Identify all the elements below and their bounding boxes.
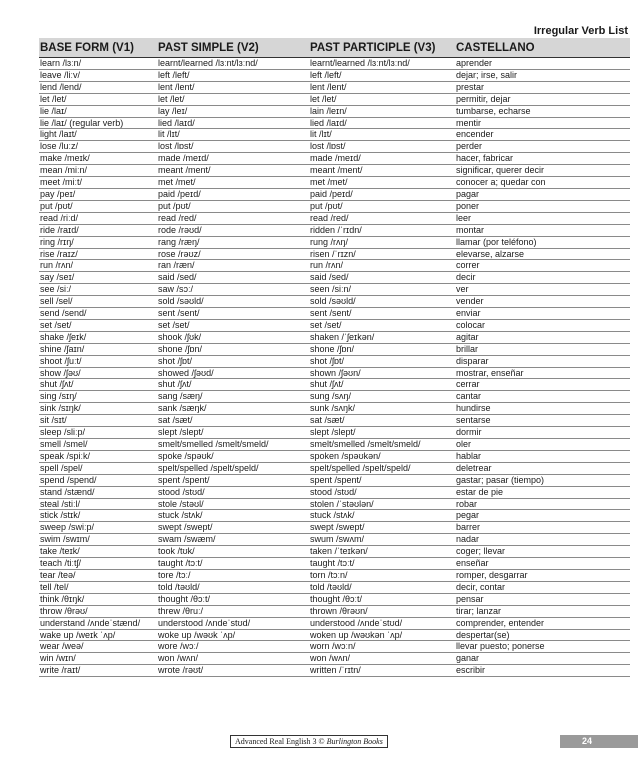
- past-simple-cell: rang /ræŋ/: [157, 236, 309, 248]
- past-participle-cell: sung /sʌŋ/: [309, 391, 455, 403]
- base-form-cell: take /teɪk/: [39, 546, 157, 558]
- castellano-cell: pegar: [455, 510, 630, 522]
- base-form-cell: think /θɪŋk/: [39, 593, 157, 605]
- base-form-cell: smell /smel/: [39, 439, 157, 451]
- column-header-base-form: BASE FORM (V1): [39, 38, 157, 58]
- past-participle-cell: lied /laɪd/: [309, 117, 455, 129]
- castellano-cell: prestar: [455, 81, 630, 93]
- castellano-cell: hablar: [455, 450, 630, 462]
- past-simple-cell: shone /ʃɒn/: [157, 343, 309, 355]
- base-form-cell: leave /liːv/: [39, 69, 157, 81]
- past-simple-cell: sold /səʊld/: [157, 296, 309, 308]
- base-form-cell: make /meɪk/: [39, 153, 157, 165]
- past-participle-cell: read /red/: [309, 212, 455, 224]
- past-simple-cell: rode /rəʊd/: [157, 224, 309, 236]
- castellano-cell: despertar(se): [455, 629, 630, 641]
- table-row: [39, 522, 630, 534]
- castellano-cell: enviar: [455, 308, 630, 320]
- past-participle-cell: set /set/: [309, 319, 455, 331]
- table-row: [39, 355, 630, 367]
- past-simple-cell: thought /θɔːt/: [157, 593, 309, 605]
- past-participle-cell: slept /slept/: [309, 427, 455, 439]
- table-row: [39, 486, 630, 498]
- castellano-cell: tirar; lanzar: [455, 605, 630, 617]
- base-form-cell: sink /sɪŋk/: [39, 403, 157, 415]
- castellano-cell: agitar: [455, 331, 630, 343]
- past-simple-cell: set /set/: [157, 319, 309, 331]
- past-participle-cell: let /let/: [309, 93, 455, 105]
- page-number: 24: [582, 736, 593, 746]
- past-participle-cell: stood /stʊd/: [309, 486, 455, 498]
- castellano-cell: gastar; pasar (tiempo): [455, 474, 630, 486]
- table-row: [39, 462, 630, 474]
- table-row: [39, 69, 630, 81]
- castellano-cell: decir, contar: [455, 581, 630, 593]
- castellano-cell: coger; llevar: [455, 546, 630, 558]
- castellano-cell: romper, desgarrar: [455, 569, 630, 581]
- castellano-cell: sentarse: [455, 415, 630, 427]
- past-simple-cell: swept /swept/: [157, 522, 309, 534]
- past-simple-cell: said /sed/: [157, 272, 309, 284]
- base-form-cell: run /rʌn/: [39, 260, 157, 272]
- past-simple-cell: taught /tɔːt/: [157, 558, 309, 570]
- base-form-cell: understand /ʌndeˈstænd/: [39, 617, 157, 629]
- table-row: [39, 188, 630, 200]
- past-participle-cell: stuck /stʌk/: [309, 510, 455, 522]
- table-row: [39, 569, 630, 581]
- castellano-cell: pagar: [455, 188, 630, 200]
- base-form-cell: sell /sel/: [39, 296, 157, 308]
- past-simple-cell: sat /sæt/: [157, 415, 309, 427]
- past-simple-cell: sang /sæŋ/: [157, 391, 309, 403]
- past-participle-cell: thought /θɔːt/: [309, 593, 455, 605]
- past-participle-cell: thrown /θrəʊn/: [309, 605, 455, 617]
- column-header-past-participle: PAST PARTICIPLE (V3): [309, 38, 455, 58]
- past-participle-cell: swept /swept/: [309, 522, 455, 534]
- past-participle-cell: run /rʌn/: [309, 260, 455, 272]
- base-form-cell: spend /spend/: [39, 474, 157, 486]
- table-row: [39, 260, 630, 272]
- base-form-cell: stand /stænd/: [39, 486, 157, 498]
- castellano-cell: hacer, fabricar: [455, 153, 630, 165]
- table-row: [39, 367, 630, 379]
- castellano-cell: barrer: [455, 522, 630, 534]
- table-row: [39, 177, 630, 189]
- footer-publisher: Burlington Books: [326, 737, 383, 746]
- past-participle-cell: lain /leɪn/: [309, 105, 455, 117]
- past-simple-cell: stood /stʊd/: [157, 486, 309, 498]
- castellano-cell: elevarse, alzarse: [455, 248, 630, 260]
- table-row: [39, 474, 630, 486]
- castellano-cell: tumbarse, echarse: [455, 105, 630, 117]
- base-form-cell: shoot /ʃuːt/: [39, 355, 157, 367]
- base-form-cell: lend /lend/: [39, 81, 157, 93]
- castellano-cell: perder: [455, 141, 630, 153]
- base-form-cell: sing /sɪŋ/: [39, 391, 157, 403]
- base-form-cell: let /let/: [39, 93, 157, 105]
- castellano-cell: mentir: [455, 117, 630, 129]
- castellano-cell: nadar: [455, 534, 630, 546]
- base-form-cell: sweep /swiːp/: [39, 522, 157, 534]
- table-row: [39, 581, 630, 593]
- past-participle-cell: lost /lɒst/: [309, 141, 455, 153]
- past-participle-cell: spent /spent/: [309, 474, 455, 486]
- base-form-cell: lie /laɪ/: [39, 105, 157, 117]
- table-row: [39, 212, 630, 224]
- past-simple-cell: spoke /spəʊk/: [157, 450, 309, 462]
- past-participle-cell: shone /ʃɒn/: [309, 343, 455, 355]
- table-row: [39, 617, 630, 629]
- past-participle-cell: woken up /wəʊkən ˈʌp/: [309, 629, 455, 641]
- table-row: [39, 272, 630, 284]
- base-form-cell: light /laɪt/: [39, 129, 157, 141]
- castellano-cell: poner: [455, 200, 630, 212]
- table-row: [39, 415, 630, 427]
- table-row: [39, 391, 630, 403]
- table-row: [39, 379, 630, 391]
- past-simple-cell: lit /lɪt/: [157, 129, 309, 141]
- table-row: [39, 331, 630, 343]
- past-simple-cell: woke up /wəʊk ˈʌp/: [157, 629, 309, 641]
- past-simple-cell: stuck /stʌk/: [157, 510, 309, 522]
- table-row: [39, 665, 630, 677]
- table-body: [39, 58, 630, 677]
- base-form-cell: learn /lɜːn/: [39, 58, 157, 70]
- castellano-cell: enseñar: [455, 558, 630, 570]
- past-simple-cell: spent /spent/: [157, 474, 309, 486]
- castellano-cell: robar: [455, 498, 630, 510]
- table-row: [39, 593, 630, 605]
- base-form-cell: write /raɪt/: [39, 665, 157, 677]
- table-row: [39, 153, 630, 165]
- base-form-cell: shut /ʃʌt/: [39, 379, 157, 391]
- past-simple-cell: let /let/: [157, 93, 309, 105]
- castellano-cell: vender: [455, 296, 630, 308]
- castellano-cell: estar de pie: [455, 486, 630, 498]
- past-simple-cell: wrote /rəʊt/: [157, 665, 309, 677]
- past-simple-cell: shut /ʃʌt/: [157, 379, 309, 391]
- past-participle-cell: shot /ʃɒt/: [309, 355, 455, 367]
- base-form-cell: shine /ʃaɪn/: [39, 343, 157, 355]
- castellano-cell: disparar: [455, 355, 630, 367]
- past-participle-cell: taught /tɔːt/: [309, 558, 455, 570]
- past-participle-cell: met /met/: [309, 177, 455, 189]
- castellano-cell: dormir: [455, 427, 630, 439]
- base-form-cell: shake /ʃeɪk/: [39, 331, 157, 343]
- past-simple-cell: stole /stəʊl/: [157, 498, 309, 510]
- base-form-cell: meet /miːt/: [39, 177, 157, 189]
- base-form-cell: mean /miːn/: [39, 165, 157, 177]
- past-participle-cell: sunk /sʌŋk/: [309, 403, 455, 415]
- castellano-cell: cantar: [455, 391, 630, 403]
- castellano-cell: escribir: [455, 665, 630, 677]
- base-form-cell: wake up /weɪk ˈʌp/: [39, 629, 157, 641]
- castellano-cell: ver: [455, 284, 630, 296]
- past-simple-cell: left /left/: [157, 69, 309, 81]
- page-number-tab: [560, 735, 638, 748]
- past-participle-cell: said /sed/: [309, 272, 455, 284]
- past-participle-cell: won /wʌn/: [309, 653, 455, 665]
- castellano-cell: colocar: [455, 319, 630, 331]
- base-form-cell: set /set/: [39, 319, 157, 331]
- past-simple-cell: lay /leɪ/: [157, 105, 309, 117]
- base-form-cell: read /riːd/: [39, 212, 157, 224]
- table-row: [39, 58, 630, 70]
- base-form-cell: teach /tiːtʃ/: [39, 558, 157, 570]
- past-simple-cell: wore /wɔː/: [157, 641, 309, 653]
- verb-table: [39, 38, 630, 677]
- base-form-cell: tell /tel/: [39, 581, 157, 593]
- column-header-castellano: CASTELLANO: [455, 38, 630, 58]
- table-row: [39, 558, 630, 570]
- castellano-cell: pensar: [455, 593, 630, 605]
- table-row: [39, 653, 630, 665]
- past-simple-cell: made /meɪd/: [157, 153, 309, 165]
- castellano-cell: encender: [455, 129, 630, 141]
- base-form-cell: see /siː/: [39, 284, 157, 296]
- table-row: [39, 236, 630, 248]
- base-form-cell: stick /stɪk/: [39, 510, 157, 522]
- castellano-cell: cerrar: [455, 379, 630, 391]
- base-form-cell: win /wɪn/: [39, 653, 157, 665]
- past-simple-cell: shot /ʃɒt/: [157, 355, 309, 367]
- castellano-cell: hundirse: [455, 403, 630, 415]
- past-participle-cell: seen /siːn/: [309, 284, 455, 296]
- footer-text: Advanced Real English 3 ©: [235, 737, 327, 746]
- table-row: [39, 403, 630, 415]
- table-row: [39, 141, 630, 153]
- past-simple-cell: ran /ræn/: [157, 260, 309, 272]
- past-participle-cell: put /pʊt/: [309, 200, 455, 212]
- past-simple-cell: smelt/smelled /smelt/smeld/: [157, 439, 309, 451]
- base-form-cell: say /seɪ/: [39, 272, 157, 284]
- past-participle-cell: risen /ˈrɪzn/: [309, 248, 455, 260]
- table-row: [39, 450, 630, 462]
- table-row: [39, 308, 630, 320]
- table-row: [39, 546, 630, 558]
- past-participle-cell: shaken /ˈʃeɪkən/: [309, 331, 455, 343]
- past-simple-cell: paid /peɪd/: [157, 188, 309, 200]
- past-simple-cell: meant /ment/: [157, 165, 309, 177]
- table-row: [39, 439, 630, 451]
- past-participle-cell: spelt/spelled /spelt/speld/: [309, 462, 455, 474]
- past-participle-cell: meant /ment/: [309, 165, 455, 177]
- table-row: [39, 629, 630, 641]
- base-form-cell: ring /rɪŋ/: [39, 236, 157, 248]
- base-form-cell: wear /weə/: [39, 641, 157, 653]
- past-participle-cell: swum /swʌm/: [309, 534, 455, 546]
- base-form-cell: lose /luːz/: [39, 141, 157, 153]
- castellano-cell: conocer a; quedar con: [455, 177, 630, 189]
- base-form-cell: lie /laɪ/ (regular verb): [39, 117, 157, 129]
- past-simple-cell: told /təʊld/: [157, 581, 309, 593]
- past-participle-cell: told /təʊld/: [309, 581, 455, 593]
- past-simple-cell: met /met/: [157, 177, 309, 189]
- past-simple-cell: read /red/: [157, 212, 309, 224]
- base-form-cell: throw /θrəʊ/: [39, 605, 157, 617]
- footer-credit: [230, 735, 388, 748]
- table-row: [39, 81, 630, 93]
- past-participle-cell: understood /ʌndeˈstʊd/: [309, 617, 455, 629]
- past-participle-cell: torn /tɔːn/: [309, 569, 455, 581]
- base-form-cell: sleep /sliːp/: [39, 427, 157, 439]
- past-simple-cell: learnt/learned /lɜːnt/lɜːnd/: [157, 58, 309, 70]
- base-form-cell: show /ʃəʊ/: [39, 367, 157, 379]
- page-title: Irregular Verb List: [533, 25, 628, 37]
- past-simple-cell: sank /sæŋk/: [157, 403, 309, 415]
- past-participle-cell: made /meɪd/: [309, 153, 455, 165]
- past-participle-cell: lit /lɪt/: [309, 129, 455, 141]
- past-simple-cell: took /tʊk/: [157, 546, 309, 558]
- table-row: [39, 427, 630, 439]
- past-simple-cell: slept /slept/: [157, 427, 309, 439]
- table-row: [39, 117, 630, 129]
- table-row: [39, 510, 630, 522]
- past-participle-cell: sold /səʊld/: [309, 296, 455, 308]
- past-participle-cell: spoken /spəʊkən/: [309, 450, 455, 462]
- past-simple-cell: showed /ʃəʊd/: [157, 367, 309, 379]
- castellano-cell: llevar puesto; ponerse: [455, 641, 630, 653]
- past-simple-cell: sent /sent/: [157, 308, 309, 320]
- base-form-cell: swim /swɪm/: [39, 534, 157, 546]
- table-row: [39, 284, 630, 296]
- past-simple-cell: threw /θruː/: [157, 605, 309, 617]
- past-simple-cell: put /pʊt/: [157, 200, 309, 212]
- table-header: [39, 38, 630, 58]
- past-simple-cell: lied /laɪd/: [157, 117, 309, 129]
- base-form-cell: send /send/: [39, 308, 157, 320]
- base-form-cell: put /pʊt/: [39, 200, 157, 212]
- past-participle-cell: worn /wɔːn/: [309, 641, 455, 653]
- castellano-cell: deletrear: [455, 462, 630, 474]
- base-form-cell: sit /sɪt/: [39, 415, 157, 427]
- table-row: [39, 296, 630, 308]
- castellano-cell: leer: [455, 212, 630, 224]
- past-simple-cell: swam /swæm/: [157, 534, 309, 546]
- castellano-cell: oler: [455, 439, 630, 451]
- past-participle-cell: lent /lent/: [309, 81, 455, 93]
- table-row: [39, 343, 630, 355]
- past-participle-cell: sat /sæt/: [309, 415, 455, 427]
- past-simple-cell: tore /tɔː/: [157, 569, 309, 581]
- table-row: [39, 534, 630, 546]
- past-participle-cell: left /left/: [309, 69, 455, 81]
- past-participle-cell: shut /ʃʌt/: [309, 379, 455, 391]
- castellano-cell: correr: [455, 260, 630, 272]
- table-row: [39, 129, 630, 141]
- castellano-cell: llamar (por teléfono): [455, 236, 630, 248]
- table-row: [39, 105, 630, 117]
- past-participle-cell: paid /peɪd/: [309, 188, 455, 200]
- base-form-cell: spell /spel/: [39, 462, 157, 474]
- base-form-cell: tear /teə/: [39, 569, 157, 581]
- castellano-cell: permitir, dejar: [455, 93, 630, 105]
- table-row: [39, 224, 630, 236]
- castellano-cell: comprender, entender: [455, 617, 630, 629]
- past-simple-cell: rose /rəʊz/: [157, 248, 309, 260]
- castellano-cell: mostrar, enseñar: [455, 367, 630, 379]
- castellano-cell: dejar; irse, salir: [455, 69, 630, 81]
- past-participle-cell: ridden /ˈrɪdn/: [309, 224, 455, 236]
- castellano-cell: brillar: [455, 343, 630, 355]
- past-simple-cell: lost /lɒst/: [157, 141, 309, 153]
- table-row: [39, 248, 630, 260]
- table-row: [39, 498, 630, 510]
- past-participle-cell: taken /ˈteɪkən/: [309, 546, 455, 558]
- table-row: [39, 93, 630, 105]
- base-form-cell: speak /spiːk/: [39, 450, 157, 462]
- past-simple-cell: won /wʌn/: [157, 653, 309, 665]
- past-participle-cell: learnt/learned /lɜːnt/lɜːnd/: [309, 58, 455, 70]
- past-participle-cell: written /ˈrɪtn/: [309, 665, 455, 677]
- past-participle-cell: smelt/smelled /smelt/smeld/: [309, 439, 455, 451]
- castellano-cell: significar, querer decir: [455, 165, 630, 177]
- table-row: [39, 641, 630, 653]
- base-form-cell: steal /stiːl/: [39, 498, 157, 510]
- past-simple-cell: shook /ʃʊk/: [157, 331, 309, 343]
- table-row: [39, 165, 630, 177]
- past-simple-cell: lent /lent/: [157, 81, 309, 93]
- past-simple-cell: spelt/spelled /spelt/speld/: [157, 462, 309, 474]
- table-row: [39, 605, 630, 617]
- past-participle-cell: sent /sent/: [309, 308, 455, 320]
- past-simple-cell: understood /ʌndeˈstʊd/: [157, 617, 309, 629]
- castellano-cell: decir: [455, 272, 630, 284]
- base-form-cell: rise /raɪz/: [39, 248, 157, 260]
- base-form-cell: ride /raɪd/: [39, 224, 157, 236]
- past-participle-cell: shown /ʃəʊn/: [309, 367, 455, 379]
- past-participle-cell: stolen /ˈstəʊlən/: [309, 498, 455, 510]
- table-row: [39, 200, 630, 212]
- column-header-past-simple: PAST SIMPLE (V2): [157, 38, 309, 58]
- castellano-cell: ganar: [455, 653, 630, 665]
- past-simple-cell: saw /sɔː/: [157, 284, 309, 296]
- table-row: [39, 319, 630, 331]
- castellano-cell: montar: [455, 224, 630, 236]
- base-form-cell: pay /peɪ/: [39, 188, 157, 200]
- past-participle-cell: rung /rʌŋ/: [309, 236, 455, 248]
- castellano-cell: aprender: [455, 58, 630, 70]
